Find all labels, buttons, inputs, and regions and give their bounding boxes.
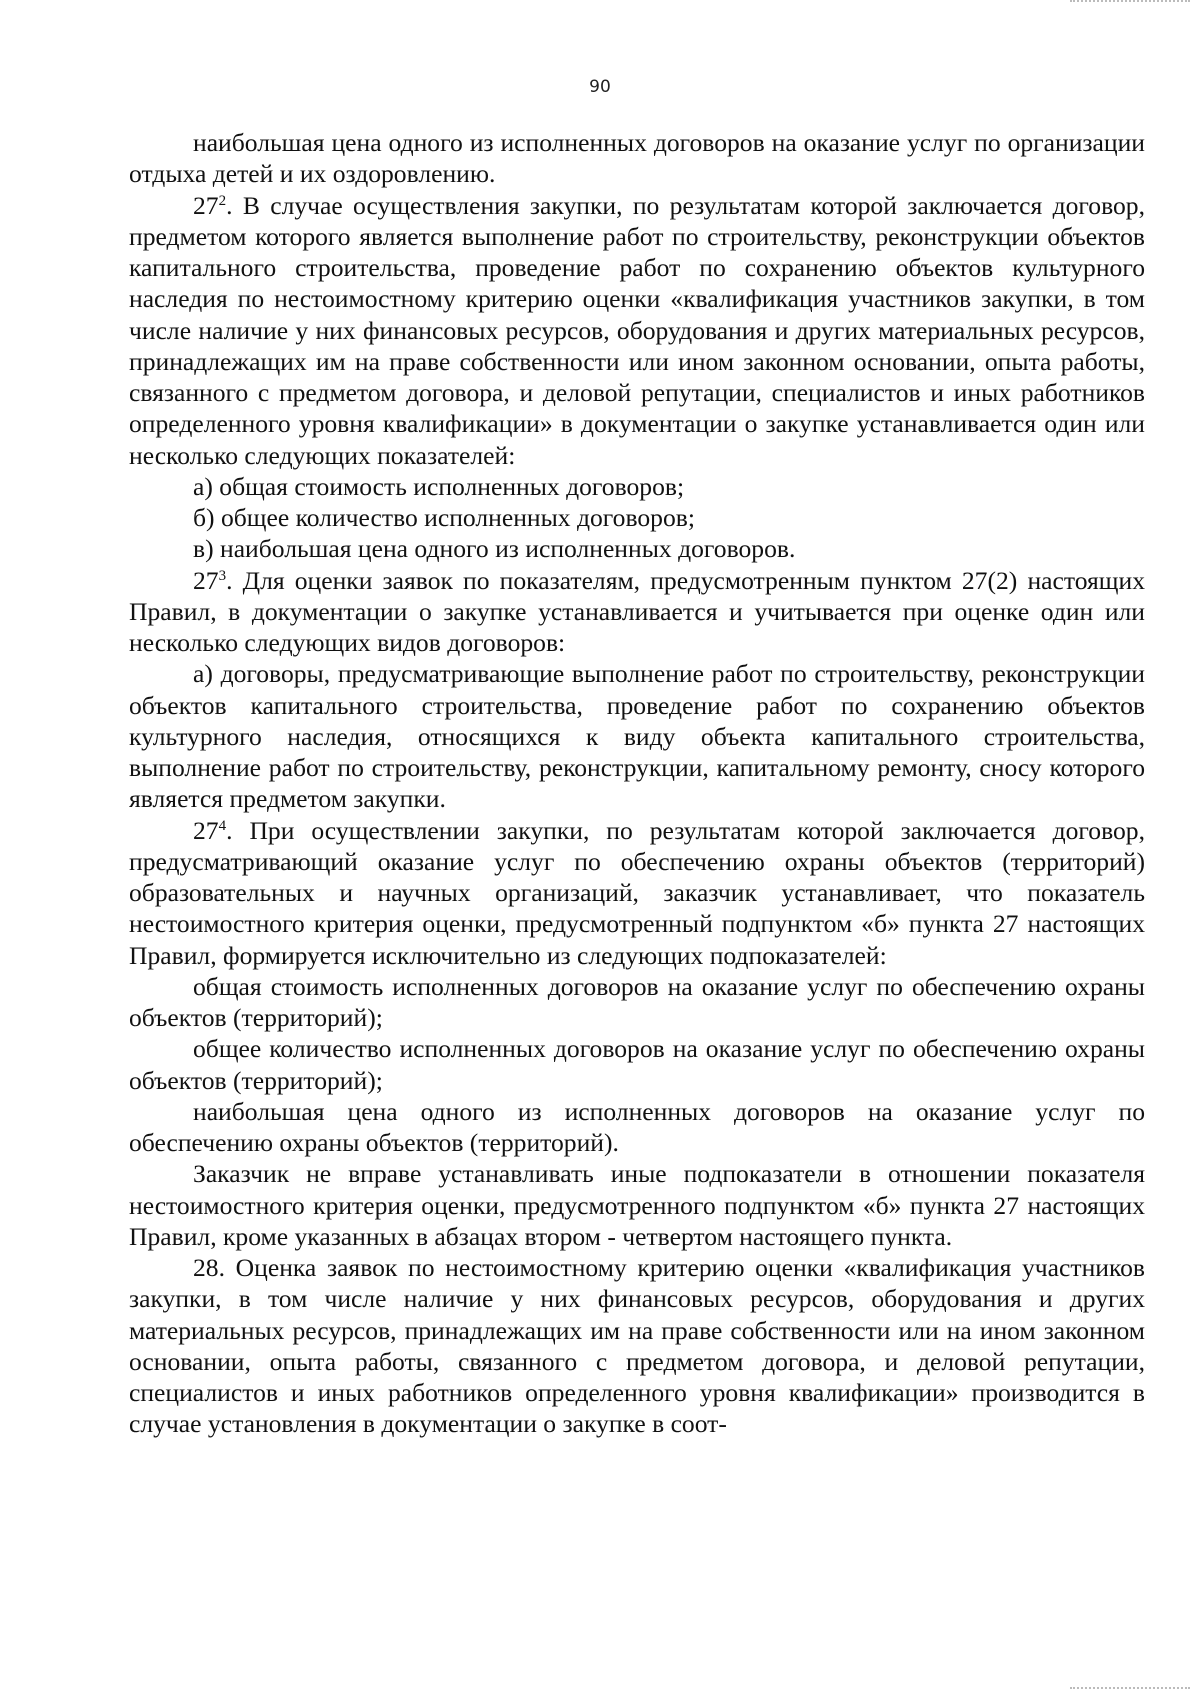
sub-indicator: общая стоимость исполненных договоров на оказание услуг по обеспечению охраны объектов (территорий); (129, 971, 1145, 1032)
clause-27-4: $27^4$. При осуществлении закупки, по результатам которой заключается договор, предусматривающий оказание услуг по обеспечению охраны объектов (территорий) образовательных и научных организаций, заказчик устанавливает, что показатель нестоимостного критерия оценки, предусмотренный подпунктом «б» пункта 27 настоящих Правил, формируется исключительно из следующих подпоказателей: (129, 815, 1145, 970)
clause-27-3: $27^3$. Для оценки заявок по показателям, предусмотренным пунктом 27(2) настоящих Правил, в документации о закупке устанавливается и учитывается при оценке один или несколько следующих видов договоров: (129, 565, 1145, 657)
list-item-b: б) общее количество исполненных договоров; (193, 503, 695, 532)
scan-edge-mark (1070, 1687, 1190, 1697)
scan-edge-mark (1070, 0, 1190, 10)
clause-number: 27 (193, 565, 219, 595)
sub-indicator: наибольшая цена одного из исполненных договоров на оказание услуг по обеспечению охраны объектов (территорий). (129, 1096, 1145, 1157)
clause-number: 27 (193, 815, 219, 845)
page-number: 90 (589, 77, 611, 97)
clause-superscript: 3 (218, 567, 227, 584)
clause-superscript: 4 (218, 817, 227, 834)
list-item-a: а) договоры, предусматривающие выполнение работ по строительству, реконструкции объектов капитального строительства, проведение работ по сохранению объектов культурного наследия, относящихся к виду объекта капитального строительства, выполнение работ по строительству, реконструкции, капитальному ремонту, сносу которого является предметом закупки. (129, 659, 1145, 814)
document-body (129, 127, 1145, 1440)
clause-27-2: $27^2$. В случае осуществления закупки, по результатам которой заключается договор, предметом которого является выполнение работ по строительству, реконструкции объектов капитального строительства, проведение работ по сохранению объектов культурного наследия по нестоимостному критерию оценки «квалификация участников закупки, в том числе наличие у них финансовых ресурсов, оборудования и других материальных ресурсов, принадлежащих им на праве собственности или ином законном основании, опыта работы, связанного с предметом договора, и деловой репутации, специалистов и иных работников определенного уровня квалификации» в документации о закупке устанавливается один или несколько следующих показателей: (129, 190, 1145, 470)
clause-28: 28. Оценка заявок по нестоимостному критерию оценки «квалификация участников закупки, в том числе наличие у них финансовых ресурсов, оборудования и других материальных ресурсов, принадлежащих им на праве собственности или на ином законном основании, опыта работы, связанного с предметом договора, и деловой репутации, специалистов и иных работников определенного уровня квалификации» производится в случае установления в документации о закупке в соот- (129, 1253, 1145, 1439)
clause-number: 27 (193, 190, 219, 220)
paragraph: Заказчик не вправе устанавливать иные подпоказатели в отношении показателя нестоимостного критерия оценки, предусмотренного подпунктом «б» пункта 27 настоящих Правил, кроме указанных в абзацах втором - четвертом настоящего пункта. (129, 1159, 1145, 1251)
list-item-a: а) общая стоимость исполненных договоров; (193, 471, 685, 501)
sub-indicator: общее количество исполненных договоров на оказание услуг по обеспечению охраны объектов (территорий); (129, 1034, 1145, 1095)
paragraph: наибольшая цена одного из исполненных договоров на оказание услуг по организации отдыха детей и их оздоровлению. (129, 128, 1145, 189)
list-item-v: в) наибольшая цена одного из исполненных договоров. (193, 534, 796, 564)
clause-superscript: 2 (218, 192, 227, 209)
